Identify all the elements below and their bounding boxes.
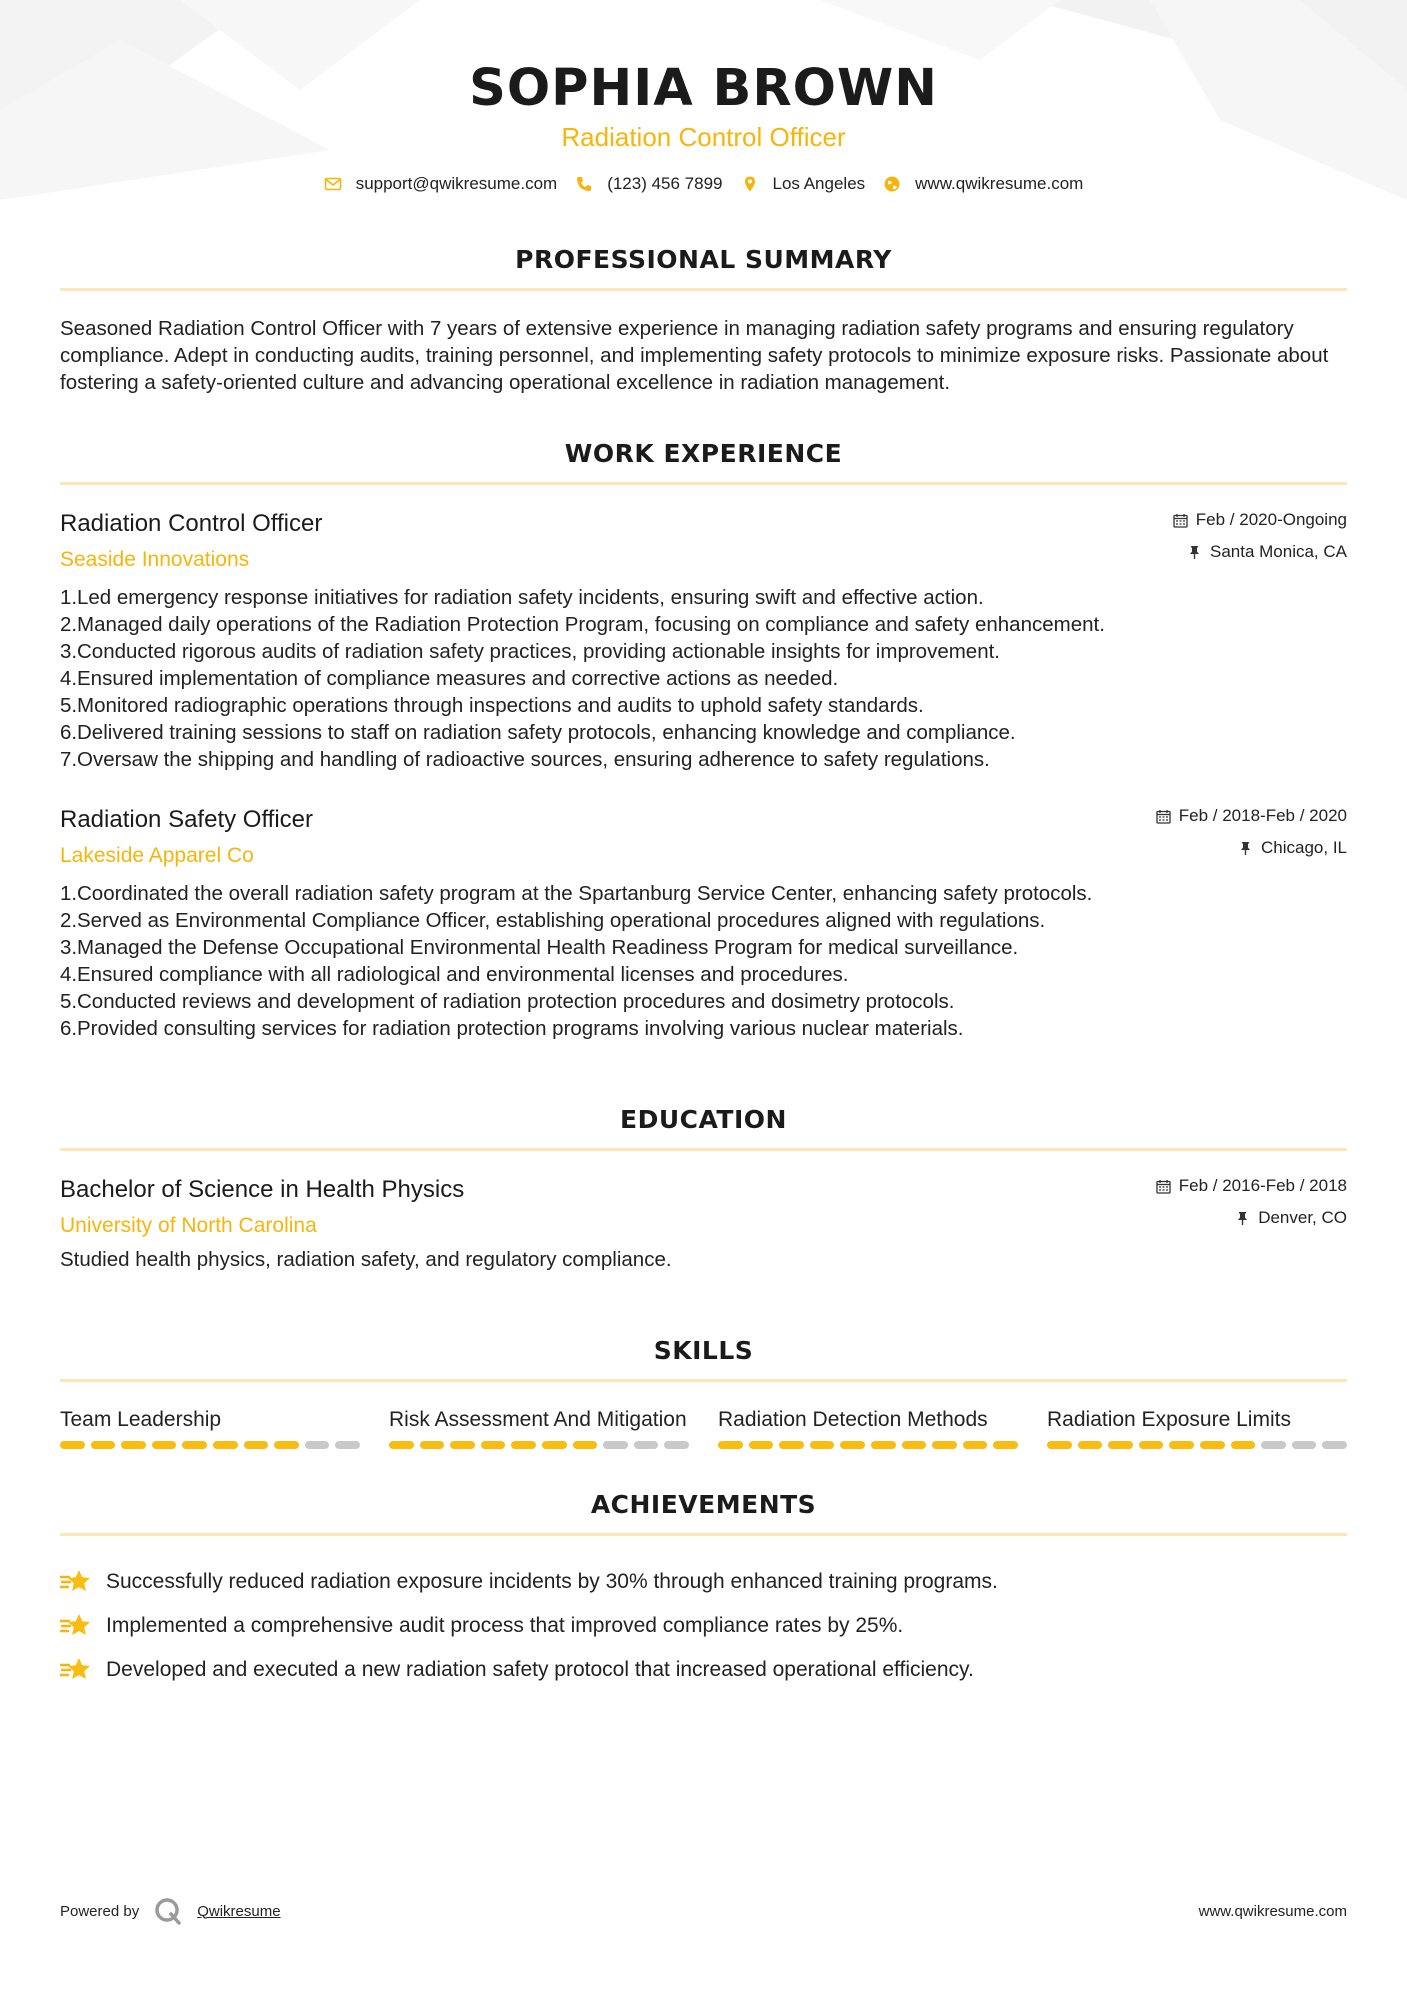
job-company: Lakeside Apparel Co bbox=[60, 844, 254, 867]
skill-segment-empty bbox=[634, 1441, 659, 1449]
contact-phone[interactable] bbox=[575, 174, 722, 194]
envelope-icon bbox=[324, 175, 342, 193]
section-divider bbox=[60, 482, 1347, 485]
brand-link[interactable]: Qwikresume bbox=[197, 1902, 281, 1920]
duties-list bbox=[60, 880, 1347, 1042]
achievements-list bbox=[60, 1560, 1347, 1692]
powered-by-label: Powered by bbox=[60, 1902, 140, 1920]
skill-segment-filled bbox=[481, 1441, 506, 1449]
job-dates: Feb / 2020-Ongoing bbox=[1195, 510, 1347, 529]
shooting-star-icon bbox=[60, 1568, 92, 1596]
skill-segment-empty bbox=[1261, 1441, 1286, 1449]
skill-segment-filled bbox=[1047, 1441, 1072, 1449]
skill-segment-filled bbox=[902, 1441, 927, 1449]
skill-item bbox=[60, 1406, 360, 1449]
achievements-section bbox=[60, 1489, 1347, 1692]
degree-title: Bachelor of Science in Health Physics bbox=[60, 1176, 465, 1203]
skill-segment-filled bbox=[871, 1441, 896, 1449]
education-section bbox=[60, 1104, 1347, 1273]
skill-item bbox=[718, 1406, 1018, 1449]
skill-segment-empty bbox=[305, 1441, 330, 1449]
phone-icon bbox=[575, 175, 593, 193]
skill-segment-filled bbox=[779, 1441, 804, 1449]
job-location: Chicago, IL bbox=[1261, 838, 1347, 857]
skill-segment-filled bbox=[993, 1441, 1018, 1449]
pushpin-icon bbox=[1235, 1211, 1250, 1226]
skill-level-bar bbox=[60, 1441, 360, 1449]
skill-level-bar bbox=[389, 1441, 689, 1449]
school-name: University of North Carolina bbox=[60, 1214, 317, 1237]
map-pin-icon bbox=[741, 175, 759, 193]
email-text: support@qwikresume.com bbox=[355, 174, 558, 193]
skill-segment-filled bbox=[274, 1441, 299, 1449]
footer-website[interactable]: www.qwikresume.com bbox=[1198, 1902, 1347, 1920]
footer bbox=[60, 1896, 1347, 1926]
job-location: Santa Monica, CA bbox=[1209, 542, 1347, 561]
skill-segment-filled bbox=[60, 1441, 85, 1449]
skill-segment-filled bbox=[810, 1441, 835, 1449]
skills-grid bbox=[60, 1406, 1347, 1449]
skill-segment-empty bbox=[335, 1441, 360, 1449]
skill-segment-filled bbox=[91, 1441, 116, 1449]
skill-segment-filled bbox=[932, 1441, 957, 1449]
section-divider bbox=[60, 288, 1347, 291]
shooting-star-icon bbox=[60, 1612, 92, 1640]
job-entry bbox=[60, 509, 1347, 773]
skills-section bbox=[60, 1335, 1347, 1449]
skill-segment-filled bbox=[389, 1441, 414, 1449]
skill-segment-filled bbox=[542, 1441, 567, 1449]
section-divider bbox=[60, 1379, 1347, 1382]
qwikresume-logo-icon bbox=[153, 1896, 183, 1926]
list-item: 3. Conducted rigorous audits of radiation safety practices, providing actionable insights for improvement. bbox=[60, 640, 1000, 663]
job-company: Seaside Innovations bbox=[60, 548, 250, 571]
job-title: Radiation Safety Officer bbox=[60, 806, 314, 833]
skill-segment-filled bbox=[511, 1441, 536, 1449]
list-item: 4. Ensured compliance with all radiological and environmental licenses and procedures. bbox=[60, 963, 849, 986]
achievement-text: Successfully reduced radiation exposure incidents by 30% through enhanced training programs. bbox=[106, 1570, 998, 1593]
globe-icon bbox=[883, 175, 901, 193]
skill-segment-filled bbox=[1139, 1441, 1164, 1449]
contact-location bbox=[741, 174, 866, 194]
list-item: 4. Ensured implementation of compliance measures and corrective actions as needed. bbox=[60, 667, 839, 690]
skill-segment-filled bbox=[244, 1441, 269, 1449]
skill-segment-filled bbox=[963, 1441, 988, 1449]
skill-segment-empty bbox=[603, 1441, 628, 1449]
skill-level-bar bbox=[1047, 1441, 1347, 1449]
list-item: 5. Monitored radiographic operations through inspections and audits to uphold safety standards. bbox=[60, 694, 924, 717]
list-item bbox=[60, 1560, 1347, 1604]
list-item: 2. Managed daily operations of the Radiation Protection Program, focusing on compliance and safety enhancement. bbox=[60, 613, 1105, 636]
skill-segment-filled bbox=[152, 1441, 177, 1449]
skill-name: Radiation Exposure Limits bbox=[1047, 1408, 1291, 1431]
job-entry bbox=[60, 805, 1347, 1042]
skill-segment-filled bbox=[1108, 1441, 1133, 1449]
calendar-icon bbox=[1156, 1179, 1171, 1194]
phone-text: (123) 456 7899 bbox=[607, 174, 723, 193]
education-entry bbox=[60, 1175, 1347, 1273]
skill-segment-filled bbox=[1078, 1441, 1103, 1449]
skill-segment-empty bbox=[1322, 1441, 1347, 1449]
skill-segment-filled bbox=[420, 1441, 445, 1449]
candidate-role: Radiation Control Officer bbox=[561, 122, 846, 152]
list-item: 5. Conducted reviews and development of radiation protection procedures and dosimetry protocols. bbox=[60, 990, 955, 1013]
achievement-text: Developed and executed a new radiation safety protocol that increased operational efficiency. bbox=[106, 1658, 974, 1681]
list-item: 2. Served as Environmental Compliance Officer, establishing operational procedures aligned with regulations. bbox=[60, 909, 1046, 932]
section-divider bbox=[60, 1533, 1347, 1536]
skill-name: Radiation Detection Methods bbox=[718, 1408, 988, 1431]
location-text: Los Angeles bbox=[772, 174, 866, 193]
shooting-star-icon bbox=[60, 1656, 92, 1684]
calendar-icon bbox=[1173, 513, 1188, 528]
list-item bbox=[60, 1604, 1347, 1648]
website-text: www.qwikresume.com bbox=[915, 174, 1084, 193]
list-item: 1. Coordinated the overall radiation safety program at the Spartanburg Service Center, enhancing safety protocols. bbox=[60, 882, 1093, 905]
calendar-icon bbox=[1156, 809, 1171, 824]
skill-segment-filled bbox=[573, 1441, 598, 1449]
skill-segment-empty bbox=[664, 1441, 689, 1449]
list-item: 7. Oversaw the shipping and handling of radioactive sources, ensuring adherence to safety regulations. bbox=[60, 748, 990, 771]
achievements-heading: ACHIEVEMENTS bbox=[590, 1490, 817, 1519]
skill-segment-empty bbox=[1292, 1441, 1317, 1449]
job-title: Radiation Control Officer bbox=[60, 510, 323, 537]
education-dates: Feb / 2016-Feb / 2018 bbox=[1178, 1176, 1347, 1195]
education-heading: EDUCATION bbox=[620, 1105, 787, 1134]
skill-segment-filled bbox=[840, 1441, 865, 1449]
job-dates: Feb / 2018-Feb / 2020 bbox=[1178, 806, 1347, 825]
skill-segment-filled bbox=[213, 1441, 238, 1449]
section-divider bbox=[60, 1148, 1347, 1151]
education-description: Studied health physics, radiation safety, and regulatory compliance. bbox=[60, 1248, 672, 1271]
skill-segment-filled bbox=[450, 1441, 475, 1449]
experience-section bbox=[60, 438, 1347, 1042]
skill-segment-filled bbox=[182, 1441, 207, 1449]
skill-segment-filled bbox=[121, 1441, 146, 1449]
skill-segment-filled bbox=[1169, 1441, 1194, 1449]
summary-text: Seasoned Radiation Control Officer with 7 years of extensive experience in managing radiation safety programs and ensuring regulatory compliance. Adept in conducting audits, training personnel, and implementing safety protocols to minimize exposure risks. Passionate about fostering a safety-oriented culture and advancing operational excellence in radiation management. bbox=[60, 317, 1329, 394]
skill-segment-filled bbox=[718, 1441, 743, 1449]
experience-heading: WORK EXPERIENCE bbox=[564, 439, 843, 468]
contact-website[interactable] bbox=[883, 174, 1083, 194]
contact-email[interactable] bbox=[324, 174, 558, 194]
contact-bar bbox=[60, 174, 1347, 194]
skill-name: Risk Assessment And Mitigation bbox=[389, 1408, 687, 1431]
education-location: Denver, CO bbox=[1258, 1208, 1347, 1227]
skill-segment-filled bbox=[1200, 1441, 1225, 1449]
skill-segment-filled bbox=[1231, 1441, 1256, 1449]
achievement-text: Implemented a comprehensive audit process that improved compliance rates by 25%. bbox=[106, 1614, 904, 1637]
skill-name: Team Leadership bbox=[60, 1408, 222, 1431]
skill-item bbox=[1047, 1406, 1347, 1449]
list-item bbox=[60, 1648, 1347, 1692]
list-item: 3. Managed the Defense Occupational Environmental Health Readiness Program for medical surveillance. bbox=[60, 936, 1019, 959]
candidate-name: SOPHIA BROWN bbox=[469, 59, 938, 118]
list-item: 6. Delivered training sessions to staff on radiation safety protocols, enhancing knowledge and compliance. bbox=[60, 721, 1016, 744]
list-item: 6. Provided consulting services for radiation protection programs involving various nuclear materials. bbox=[60, 1017, 964, 1040]
skill-level-bar bbox=[718, 1441, 1018, 1449]
pushpin-icon bbox=[1187, 545, 1202, 560]
duties-list bbox=[60, 584, 1347, 773]
skill-segment-filled bbox=[749, 1441, 774, 1449]
skills-heading: SKILLS bbox=[653, 1336, 754, 1365]
list-item: 1. Led emergency response initiatives for radiation safety incidents, ensuring swift and effective action. bbox=[60, 586, 984, 609]
summary-heading: PROFESSIONAL SUMMARY bbox=[515, 245, 892, 274]
pushpin-icon bbox=[1238, 841, 1253, 856]
skill-item bbox=[389, 1406, 689, 1449]
summary-section bbox=[60, 244, 1347, 396]
powered-by bbox=[60, 1896, 281, 1926]
